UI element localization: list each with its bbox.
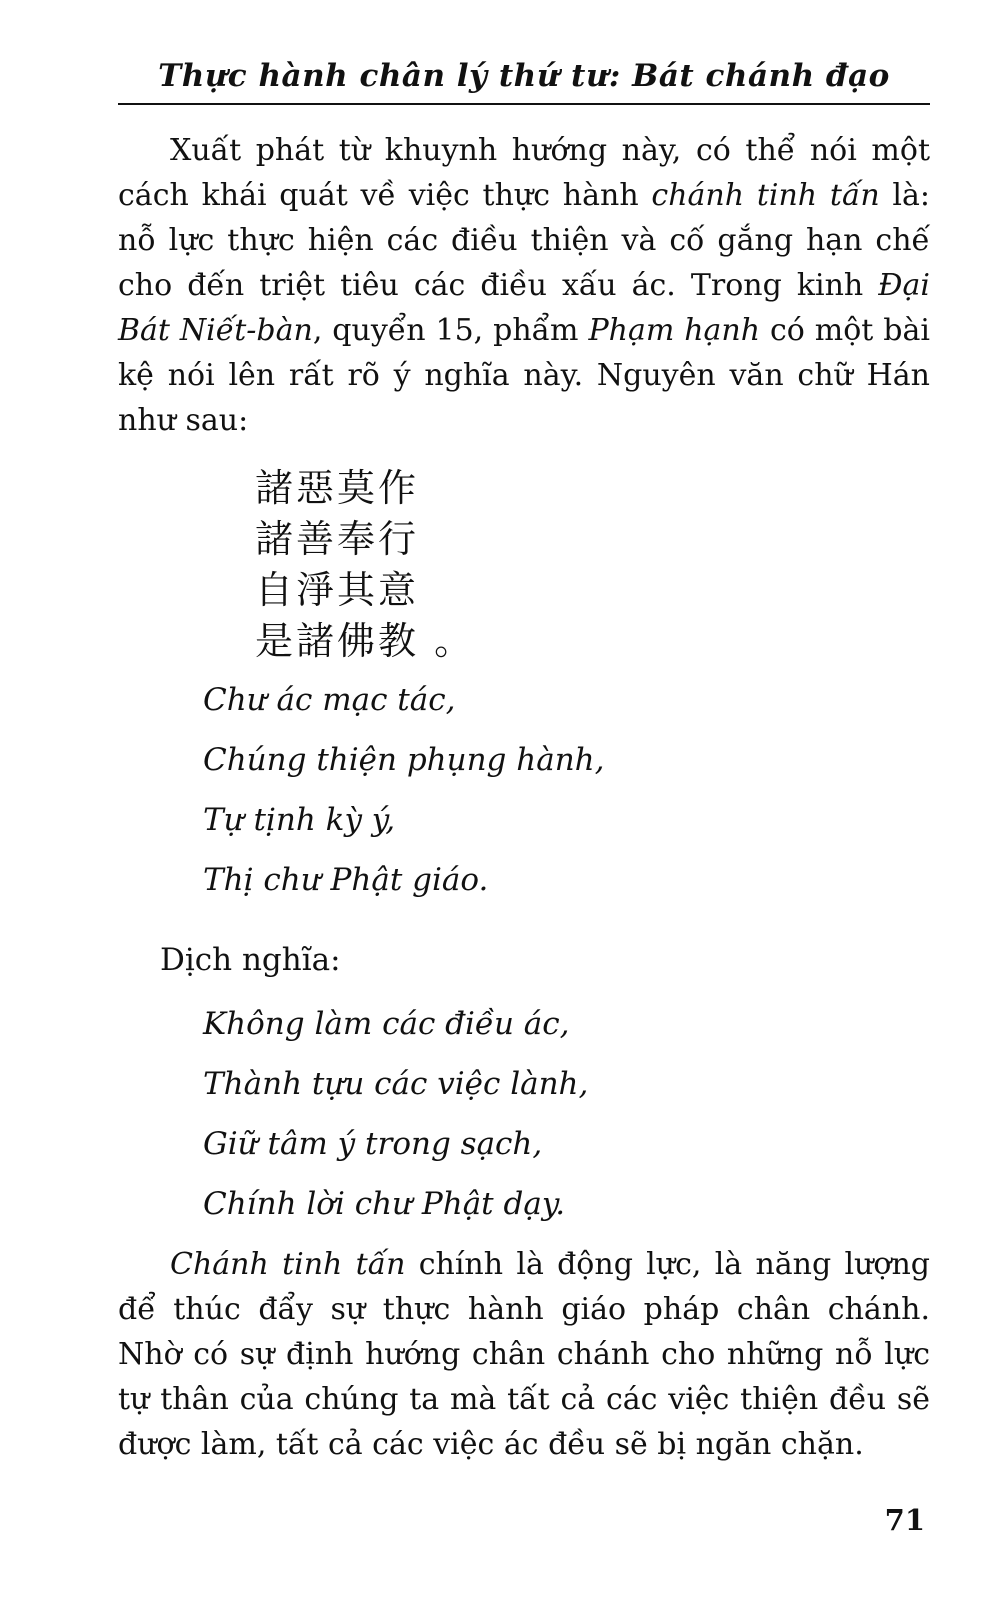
chinese-verse-line: 諸惡莫作 bbox=[255, 466, 420, 510]
transliteration-line: Chúng thiện phụng hành, bbox=[203, 742, 605, 778]
paragraph-conclusion-text: chính là động lực, là năng lượng để thúc đẩy sự thực hành giáo pháp chân chánh. Nhờ có sự định hướng chân chánh cho những nỗ lực tự thân của chúng ta mà tất cả các việc thiện đều sẽ được làm, tất cả các việc ác đều sẽ bị ngăn chặn. bbox=[118, 1247, 930, 1462]
chinese-verse-line: 諸善奉行 bbox=[255, 517, 420, 561]
paragraph-intro-text-3: , quyển 15, phẩm bbox=[312, 313, 589, 348]
paragraph-intro-text-2: là: nỗ lực thực hiện các điều thiện và cố gắng hạn chế cho đến triệt tiêu các điều xấu ác. Trong kinh bbox=[118, 178, 931, 303]
paragraph-intro-text-4: có một bài kệ nói lên rất rõ ý nghĩa này. Nguyên văn chữ Hán như sau: bbox=[118, 313, 930, 438]
chinese-verse bbox=[255, 463, 475, 667]
transliteration-line: Thị chư Phật giáo. bbox=[203, 862, 489, 898]
translation-line: Không làm các điều ác, bbox=[203, 1006, 570, 1042]
translation-line: Thành tựu các việc lành, bbox=[203, 1066, 589, 1102]
term-chanh-tinh-tan: Chánh tinh tấn bbox=[170, 1247, 406, 1282]
chinese-verse-line: 是諸佛教 。 bbox=[255, 619, 476, 663]
paragraph-intro bbox=[118, 128, 930, 443]
term-chanh-tinh-tan: chánh tinh tấn bbox=[651, 178, 880, 213]
transliteration-line: Tự tịnh kỳ ý, bbox=[203, 802, 396, 838]
paragraph-intro-text-1: Xuất phát từ khuynh hướng này, có thể nói một cách khái quát về việc thực hành bbox=[118, 133, 930, 213]
translation-line: Chính lời chư Phật dạy. bbox=[203, 1186, 566, 1222]
chinese-verse-line: 自淨其意 bbox=[255, 568, 420, 612]
translation-line: Giữ tâm ý trong sạch, bbox=[203, 1126, 543, 1162]
running-header: Thực hành chân lý thứ tư: Bát chánh đạo bbox=[158, 58, 890, 94]
header-rule bbox=[118, 103, 930, 105]
paragraph-conclusion bbox=[118, 1242, 930, 1467]
chapter-title: Phạm hạnh bbox=[588, 313, 761, 348]
transliteration-verse bbox=[203, 670, 605, 910]
transliteration-line: Chư ác mạc tác, bbox=[203, 682, 456, 718]
translation-label: Dịch nghĩa: bbox=[160, 942, 341, 978]
translation-verse bbox=[203, 994, 588, 1234]
page-number: 71 bbox=[884, 1503, 925, 1537]
sutra-title: Đại Bát Niết-bàn bbox=[118, 268, 930, 348]
